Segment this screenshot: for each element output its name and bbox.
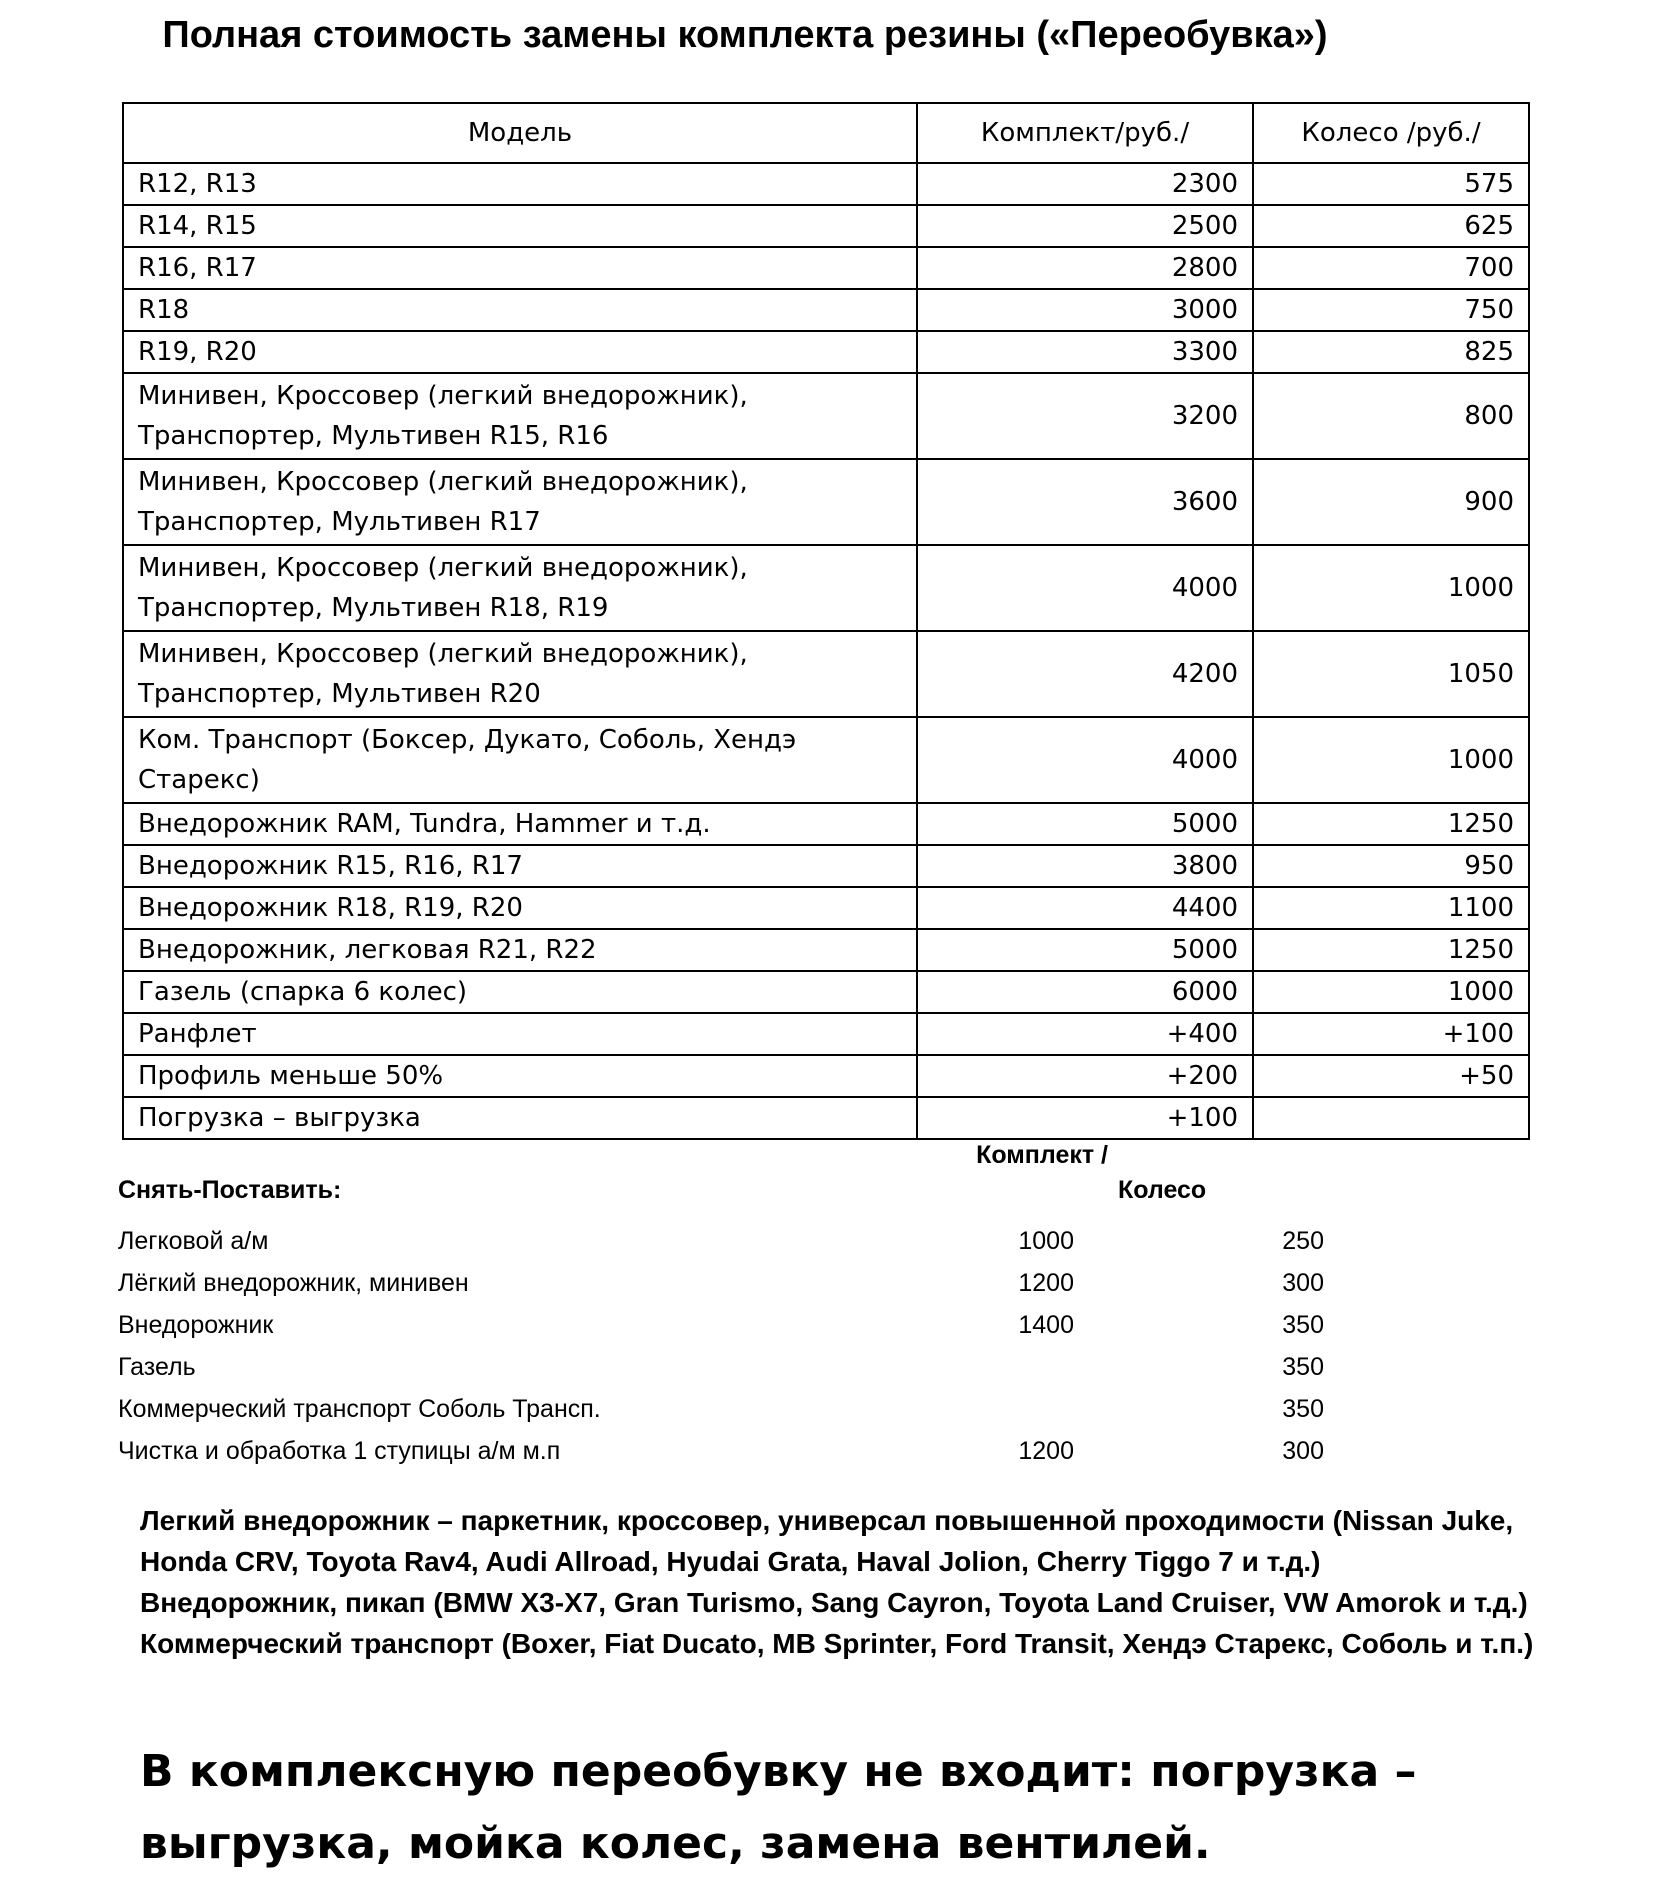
cell-wheel-price: 575 xyxy=(1253,163,1529,205)
cell-wheel-price xyxy=(1253,1097,1529,1139)
mount-row xyxy=(118,1388,1324,1430)
mount-section xyxy=(118,1136,1324,1472)
price-table-body xyxy=(123,163,1529,1139)
cell-wheel-price: 1250 xyxy=(1253,929,1529,971)
cell-model: R14, R15 xyxy=(123,205,917,247)
cell-model: Минивен, Кроссовер (легкий внедорожник), Транспортер, Мультивен R20 xyxy=(123,631,917,717)
note-paragraph: Коммерческий транспорт (Boxer, Fiat Ducato, MB Sprinter, Ford Transit, Хендэ Старекс, Соболь и т.п.) xyxy=(140,1628,1534,1659)
table-row xyxy=(123,459,1529,545)
cell-model: R12, R13 xyxy=(123,163,917,205)
cell-model: Профиль меньше 50% xyxy=(123,1055,917,1097)
mount-row-label: Газель xyxy=(118,1353,196,1381)
mount-row-set: 1200 xyxy=(1018,1437,1074,1465)
note-paragraph: Внедорожник, пикап (BMW X3-X7, Gran Turismo, Sang Cayron, Toyota Land Cruiser, VW Amorok и т.д.) xyxy=(140,1587,1528,1618)
table-row xyxy=(123,1013,1529,1055)
mount-row-label: Легковой а/м xyxy=(118,1227,269,1255)
mount-row-wheel: 350 xyxy=(1282,1353,1324,1381)
cell-set-price: 3800 xyxy=(917,845,1253,887)
table-row xyxy=(123,331,1529,373)
mount-row xyxy=(118,1430,1324,1472)
header-wheel-price: Колесо /руб./ xyxy=(1253,103,1529,163)
cell-set-price: 2800 xyxy=(917,247,1253,289)
mount-row-label: Чистка и обработка 1 ступицы а/м м.п xyxy=(118,1437,561,1465)
mount-row-wheel: 350 xyxy=(1282,1395,1324,1423)
cell-wheel-price: 700 xyxy=(1253,247,1529,289)
cell-model: Ком. Транспорт (Боксер, Дукато, Соболь, Хендэ Старекс) xyxy=(123,717,917,803)
table-row xyxy=(123,971,1529,1013)
cell-set-price: 5000 xyxy=(917,929,1253,971)
cell-set-price: 3300 xyxy=(917,331,1253,373)
cell-set-price: 2500 xyxy=(917,205,1253,247)
mount-row-label: Внедорожник xyxy=(118,1311,274,1339)
cell-model: Минивен, Кроссовер (легкий внедорожник), Транспортер, Мультивен R15, R16 xyxy=(123,373,917,459)
cell-model: Минивен, Кроссовер (легкий внедорожник), Транспортер, Мультивен R17 xyxy=(123,459,917,545)
closing-note: В комплексную переобувку не входит: погрузка – выгрузка, мойка колес, замена вентилей. xyxy=(140,1746,1417,1869)
cell-model: R18 xyxy=(123,289,917,331)
cell-model: Внедорожник RAM, Tundra, Hammer и т.д. xyxy=(123,803,917,845)
mount-row xyxy=(118,1220,1324,1262)
mount-row xyxy=(118,1304,1324,1346)
page-title: Полная стоимость замены комплекта резины («Переобувка») xyxy=(162,14,1328,56)
cell-set-price: 4000 xyxy=(917,717,1253,803)
cell-model: Внедорожник R18, R19, R20 xyxy=(123,887,917,929)
mount-title: Снять-Поставить: xyxy=(118,1176,342,1204)
cell-model: R19, R20 xyxy=(123,331,917,373)
table-header-row xyxy=(123,103,1529,163)
header-set-price: Комплект/руб./ xyxy=(917,103,1253,163)
cell-wheel-price: +50 xyxy=(1253,1055,1529,1097)
cell-set-price: 3000 xyxy=(917,289,1253,331)
mount-rows xyxy=(118,1220,1324,1472)
table-row xyxy=(123,373,1529,459)
cell-wheel-price: 625 xyxy=(1253,205,1529,247)
cell-model: Минивен, Кроссовер (легкий внедорожник), Транспортер, Мультивен R18, R19 xyxy=(123,545,917,631)
cell-set-price: +200 xyxy=(917,1055,1253,1097)
mount-col-set-header: Комплект / xyxy=(976,1141,1108,1169)
cell-wheel-price: 800 xyxy=(1253,373,1529,459)
notes xyxy=(140,1500,1540,1664)
cell-model: Внедорожник, легковая R21, R22 xyxy=(123,929,917,971)
table-row xyxy=(123,163,1529,205)
cell-wheel-price: 1000 xyxy=(1253,717,1529,803)
cell-wheel-price: 1250 xyxy=(1253,803,1529,845)
table-row xyxy=(123,717,1529,803)
mount-col-wheel-header: Колесо xyxy=(1118,1176,1207,1204)
cell-model: Погрузка – выгрузка xyxy=(123,1097,917,1139)
price-table xyxy=(122,102,1530,1140)
table-row xyxy=(123,1097,1529,1139)
mount-row-set: 1000 xyxy=(1018,1227,1074,1255)
table-row xyxy=(123,929,1529,971)
table-row xyxy=(123,887,1529,929)
cell-wheel-price: 1100 xyxy=(1253,887,1529,929)
mount-row-wheel: 300 xyxy=(1282,1437,1324,1465)
cell-set-price: 6000 xyxy=(917,971,1253,1013)
cell-set-price: 2300 xyxy=(917,163,1253,205)
cell-set-price: 4400 xyxy=(917,887,1253,929)
mount-header xyxy=(118,1136,1207,1220)
cell-set-price: 4000 xyxy=(917,545,1253,631)
cell-set-price: 3200 xyxy=(917,373,1253,459)
mount-row-set: 1200 xyxy=(1018,1269,1074,1297)
table-row xyxy=(123,845,1529,887)
cell-set-price: 3600 xyxy=(917,459,1253,545)
cell-wheel-price: 750 xyxy=(1253,289,1529,331)
cell-model: Внедорожник R15, R16, R17 xyxy=(123,845,917,887)
mount-row xyxy=(118,1262,1324,1304)
cell-wheel-price: 1050 xyxy=(1253,631,1529,717)
cell-wheel-price: 950 xyxy=(1253,845,1529,887)
cell-set-price: +100 xyxy=(917,1097,1253,1139)
cell-wheel-price: +100 xyxy=(1253,1013,1529,1055)
table-row xyxy=(123,631,1529,717)
mount-row-label: Лёгкий внедорожник, минивен xyxy=(118,1269,469,1297)
header-model: Модель xyxy=(123,103,917,163)
table-row xyxy=(123,247,1529,289)
table-row xyxy=(123,289,1529,331)
cell-wheel-price: 825 xyxy=(1253,331,1529,373)
table-row xyxy=(123,1055,1529,1097)
mount-row-label: Коммерческий транспорт Соболь Трансп. xyxy=(118,1395,601,1423)
mount-row-wheel: 300 xyxy=(1282,1269,1324,1297)
note-paragraph: Легкий внедорожник – паркетник, кроссовер, универсал повышенной проходимости (Nissan Juke, Honda CRV, Toyota Rav4, Audi Allroad, Hyudai Grata, Haval Jolion, Cherry Tiggo 7 и т.д.) xyxy=(140,1505,1514,1577)
cell-wheel-price: 900 xyxy=(1253,459,1529,545)
cell-set-price: +400 xyxy=(917,1013,1253,1055)
cell-model: Газель (спарка 6 колес) xyxy=(123,971,917,1013)
cell-model: R16, R17 xyxy=(123,247,917,289)
table-row xyxy=(123,205,1529,247)
cell-wheel-price: 1000 xyxy=(1253,971,1529,1013)
mount-row xyxy=(118,1346,1324,1388)
cell-wheel-price: 1000 xyxy=(1253,545,1529,631)
mount-row-wheel: 250 xyxy=(1282,1227,1324,1255)
table-row xyxy=(123,803,1529,845)
mount-row-set: 1400 xyxy=(1018,1311,1074,1339)
cell-set-price: 5000 xyxy=(917,803,1253,845)
table-row xyxy=(123,545,1529,631)
cell-set-price: 4200 xyxy=(917,631,1253,717)
mount-row-wheel: 350 xyxy=(1282,1311,1324,1339)
cell-model: Ранфлет xyxy=(123,1013,917,1055)
